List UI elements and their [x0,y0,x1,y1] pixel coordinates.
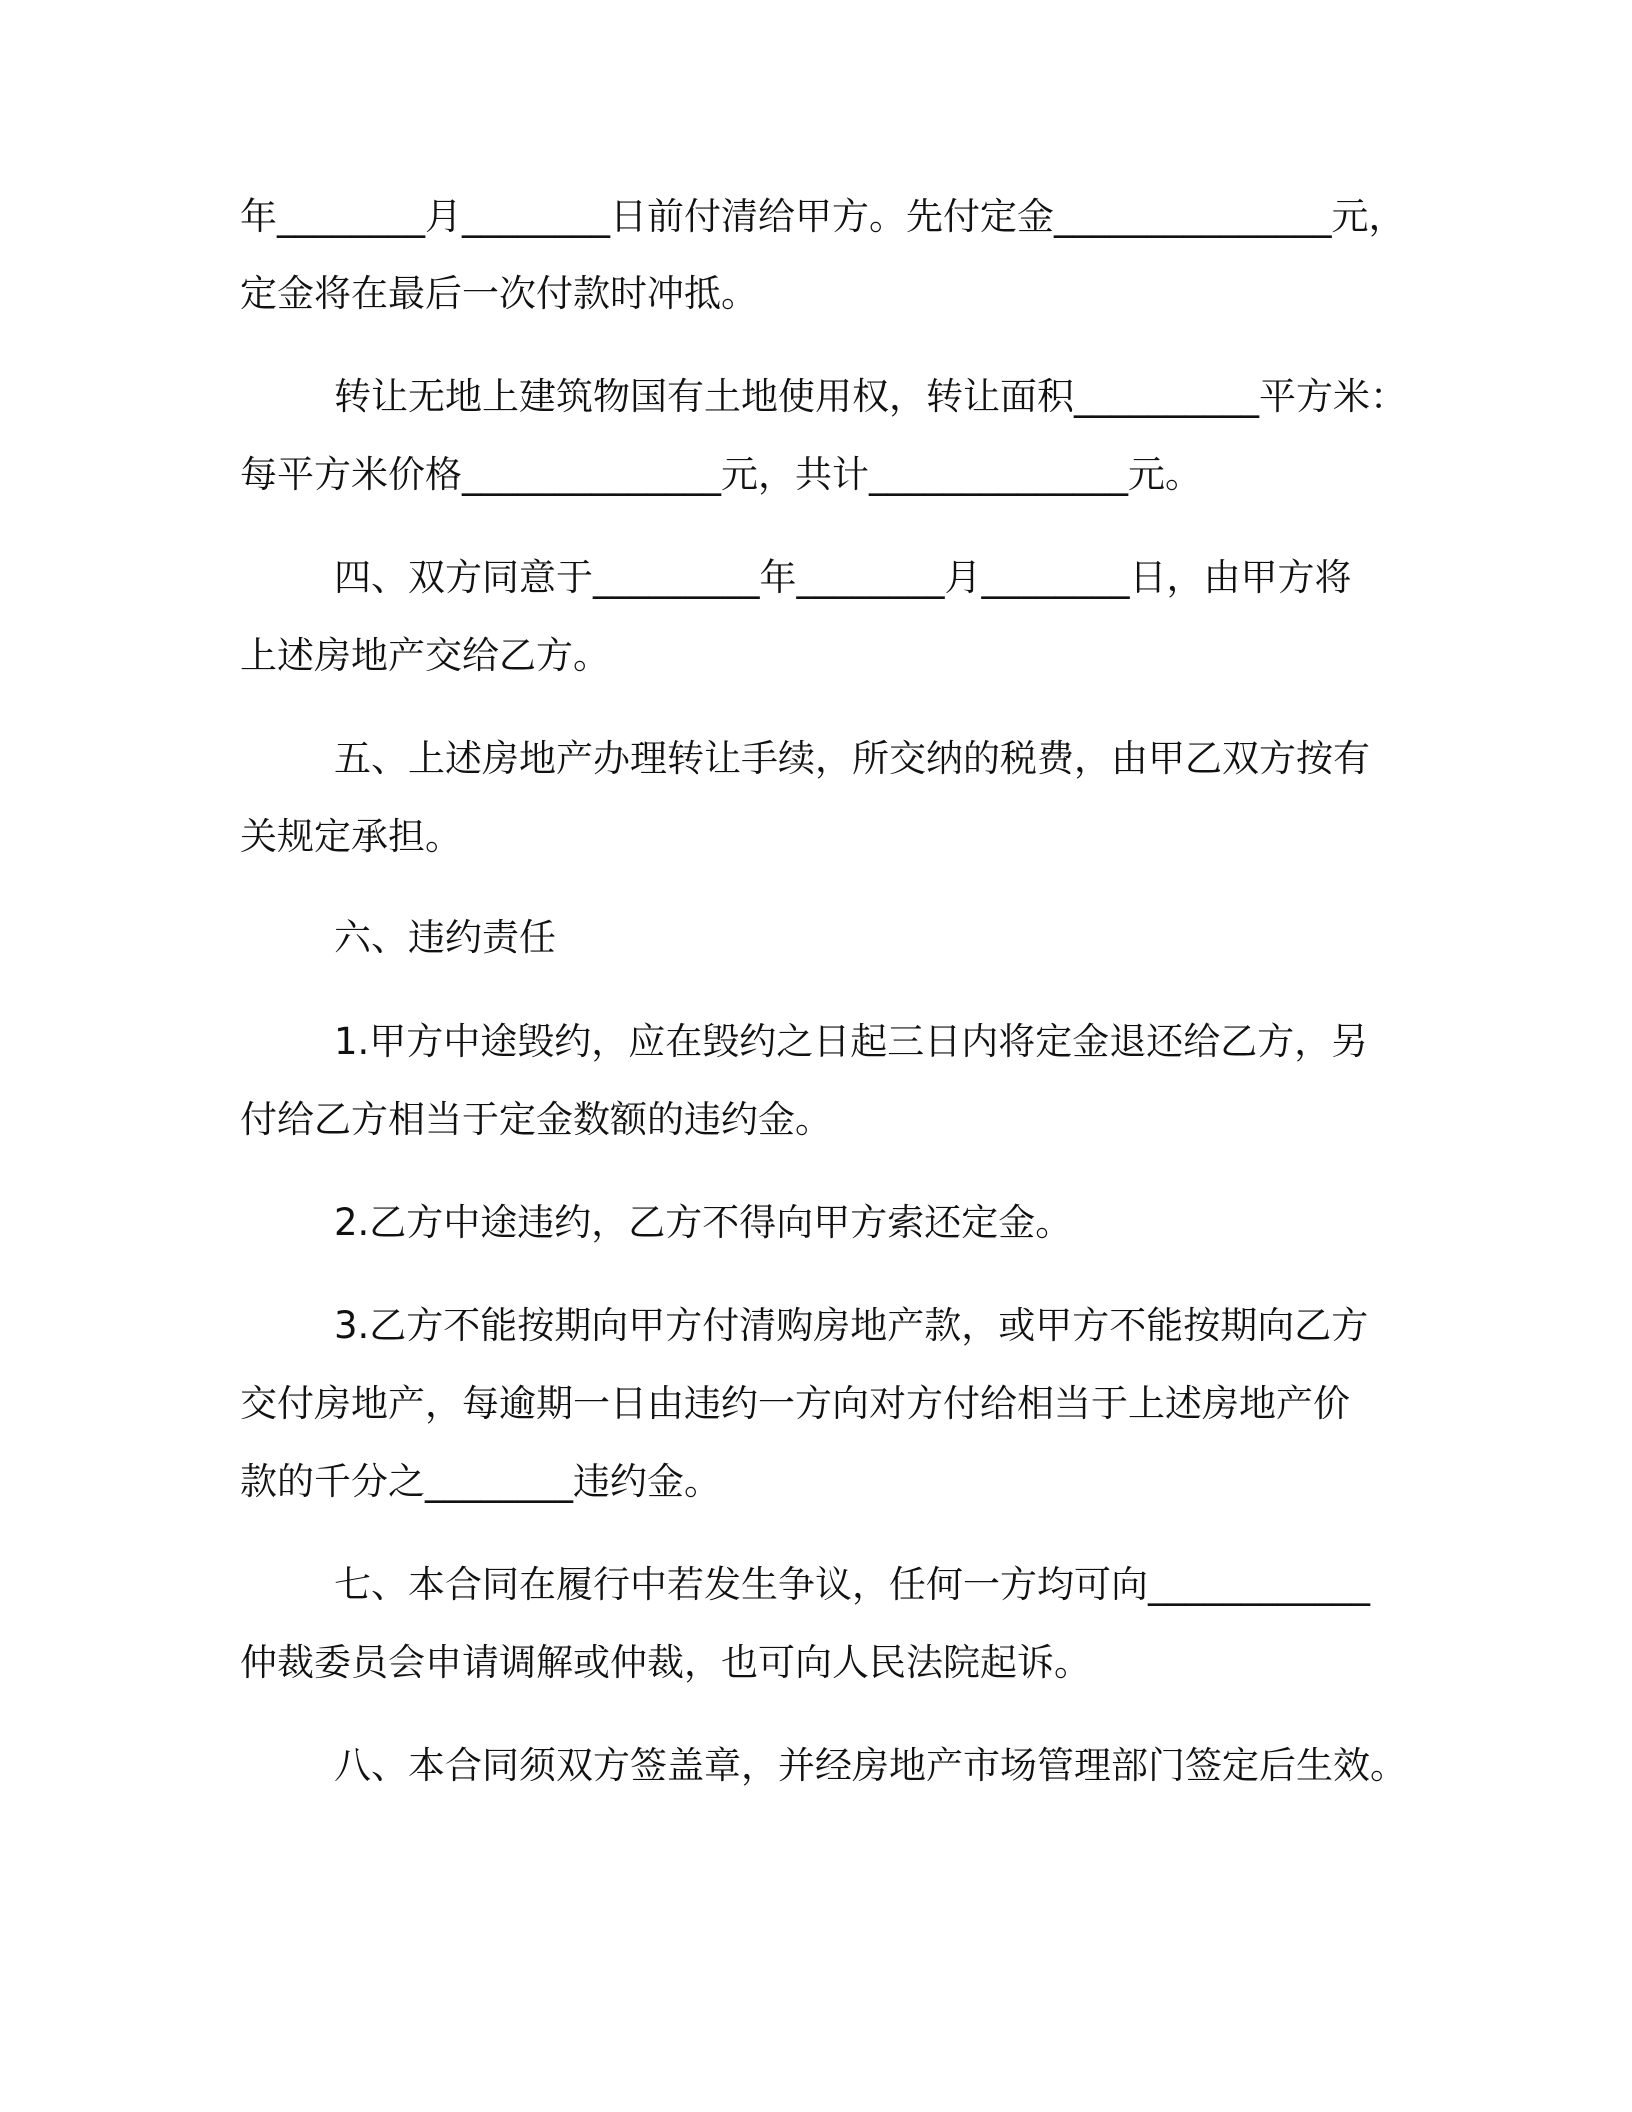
text-line-3: 转让无地上建筑物国有土地使用权，转让面积__________平方米： [334,375,1407,418]
text-line-7: 五、上述房地产办理转让手续，所交纳的税费，由甲乙双方按有 [334,737,1370,780]
text-line-6: 上述房地产交给乙方。 [240,634,610,677]
text-line-14: 交付房地产，每逾期一日由违约一方向对方付给相当于上述房地产价 [240,1382,1350,1425]
text-line-12: 2.乙方中途违约，乙方不得向甲方索还定金。 [334,1201,1073,1244]
text-line-2: 定金将在最后一次付款时冲抵。 [240,272,758,315]
text-line-16: 七、本合同在履行中若发生争议，任何一方均可向____________ [334,1563,1370,1606]
text-line-1: 年________月________日前付清给甲方。先付定金_______________元， [240,195,1406,238]
text-line-5: 四、双方同意于_________年________月________日，由甲方将 [334,556,1352,599]
text-line-18: 八、本合同须双方签盖章，并经房地产市场管理部门签定后生效。 [334,1744,1407,1787]
text-line-11: 付给乙方相当于定金数额的违约金。 [240,1098,832,1141]
text-line-13: 3.乙方不能按期向甲方付清购房地产款，或甲方不能按期向乙方 [334,1304,1369,1347]
text-line-8: 关规定承担。 [240,815,462,858]
section-heading-liability: 六、违约责任 [334,916,556,959]
text-line-17: 仲裁委员会申请调解或仲裁，也可向人民法院起诉。 [240,1641,1091,1684]
text-line-4: 每平方米价格______________元，共计______________元。 [240,453,1202,496]
text-line-10: 1.甲方中途毁约，应在毁约之日起三日内将定金退还给乙方，另 [334,1020,1369,1063]
text-line-15: 款的千分之________违约金。 [240,1460,721,1503]
